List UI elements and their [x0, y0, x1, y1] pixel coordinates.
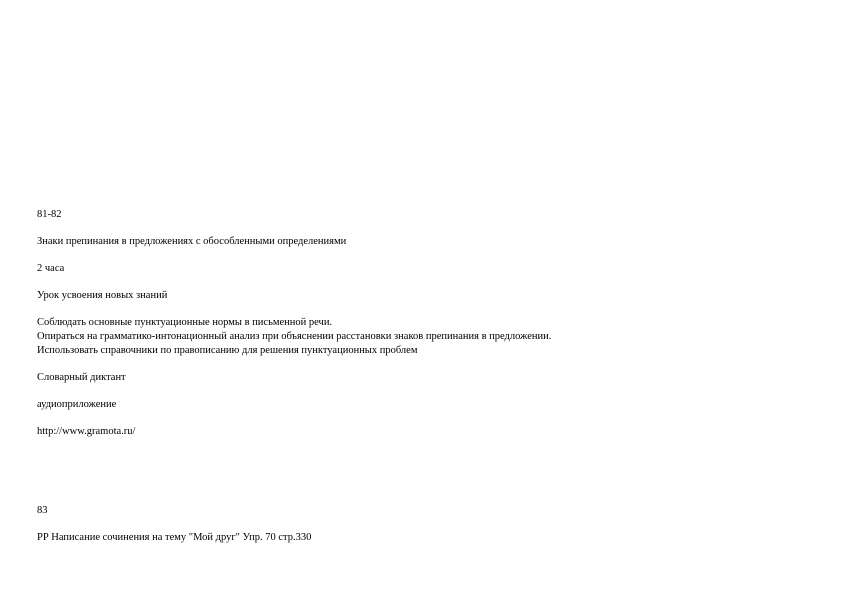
lesson-goal: Опираться на грамматико-интонационный анализ при объяснении расстановки знаков препинания в предложении. — [37, 331, 552, 342]
lesson-hours: 2 часа — [37, 263, 65, 274]
lesson-link: http://www.gramota.ru/ — [37, 426, 136, 437]
next-lesson-topic: РР Написание сочинения на тему "Мой друг" Упр. 70 стр.330 — [37, 532, 312, 543]
lesson-control: Словарный диктант — [37, 372, 126, 383]
lesson-resources: аудиоприложение — [37, 399, 117, 410]
next-lesson-number: 83 — [37, 505, 48, 516]
lesson-goal: Использовать справочники по правописанию для решения пунктуационных проблем — [37, 345, 418, 356]
lesson-type: Урок усвоения новых знаний — [37, 290, 168, 301]
lesson-goal: Соблюдать основные пунктуационные нормы в письменной речи. — [37, 317, 333, 328]
lesson-topic: Знаки препинания в предложениях с обособленными определениями — [37, 236, 347, 247]
lesson-number: 81-82 — [37, 209, 62, 220]
